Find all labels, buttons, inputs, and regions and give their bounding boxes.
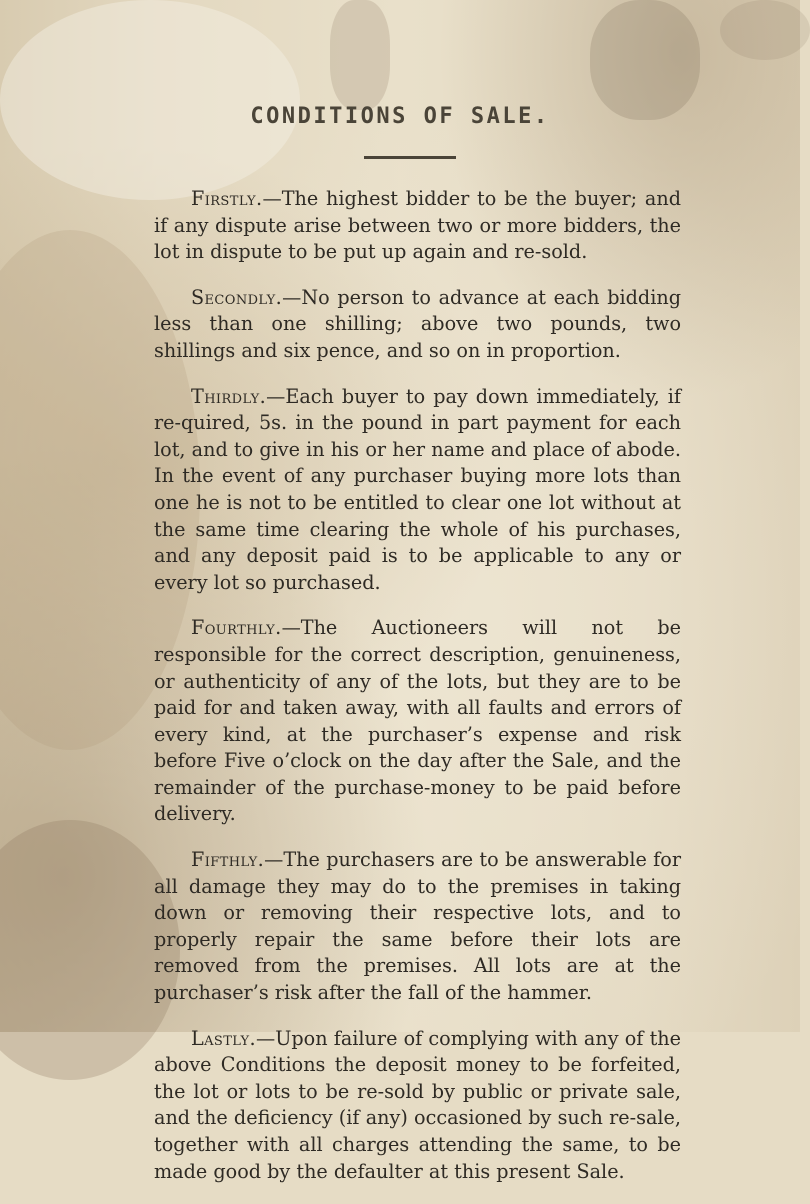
clause-text: —The purchasers are to be answerable for all damage they may do to the premises in taking down or removing their respective lots, and to properly repair the same before their lots are removed from the premises. All lots are at the purchaser’s risk after the fall of the hammer.	[154, 848, 681, 1005]
clause-lead: Firstly.	[191, 187, 263, 210]
clause-text: —No person to advance at each bidding less than one shilling; above two pounds, two shillings and six pence, and so on in proportion.	[154, 285, 681, 362]
clause-text: —The Auctioneers will not be responsible for the correct description, genuineness, or authenticity of any of the lots, but they are to be paid for and taken away, with all faults and errors of every kind, at the purchaser’s expense and risk before Five o’clock on the day after the Sale, and the remainder of the purchase-money to be paid before delivery.	[154, 616, 681, 826]
paper-highlight	[0, 0, 300, 200]
clause-firstly	[154, 186, 681, 266]
clause-text: —Upon failure of complying with any of the above Conditions the deposit money to be forfeited, the lot or lots to be re-sold by public or private sale, and the deficiency (if any) occasioned by such re-sale, together with all charges attending the same, to be made good by the defaulter at this present Sale.	[154, 1026, 681, 1183]
clause-lead: Fifthly.	[191, 848, 265, 872]
clause-lead: Lastly.	[191, 1026, 256, 1050]
paper-stain-corner	[720, 0, 810, 60]
paper-stain-top-center	[330, 0, 390, 110]
clause-fifthly	[154, 847, 681, 1007]
clause-text: —The highest bidder to be the buyer; and if any dispute arise between two or more bidders, the lot in dispute to be put up again and re-sold.	[154, 187, 681, 264]
clause-lead: Fourthly.	[191, 616, 282, 640]
clause-thirdly	[154, 384, 681, 597]
clause-lead: Thirdly.	[191, 384, 267, 408]
paper-stain-bottom-left	[0, 820, 180, 1080]
clause-lead: Secondly.	[191, 285, 283, 309]
page-title: CONDITIONS OF SALE.	[250, 104, 550, 129]
clause-secondly	[154, 285, 681, 365]
paper-stain-top-right	[590, 0, 700, 120]
clause-lastly	[154, 1026, 681, 1186]
clause-fourthly	[154, 615, 681, 828]
title-rule	[364, 156, 456, 159]
clause-text: —Each buyer to pay down immediately, if re-quired, 5s. in the pound in part payment for each lot, and to give in his or her name and place of abode. In the event of any purchaser buying more lots than one he is not to be entitled to clear one lot without at the same time clearing the whole of his purchases, and any deposit paid is to be applicable to any or every lot so purchased.	[154, 384, 681, 594]
conditions-body	[154, 186, 681, 1204]
